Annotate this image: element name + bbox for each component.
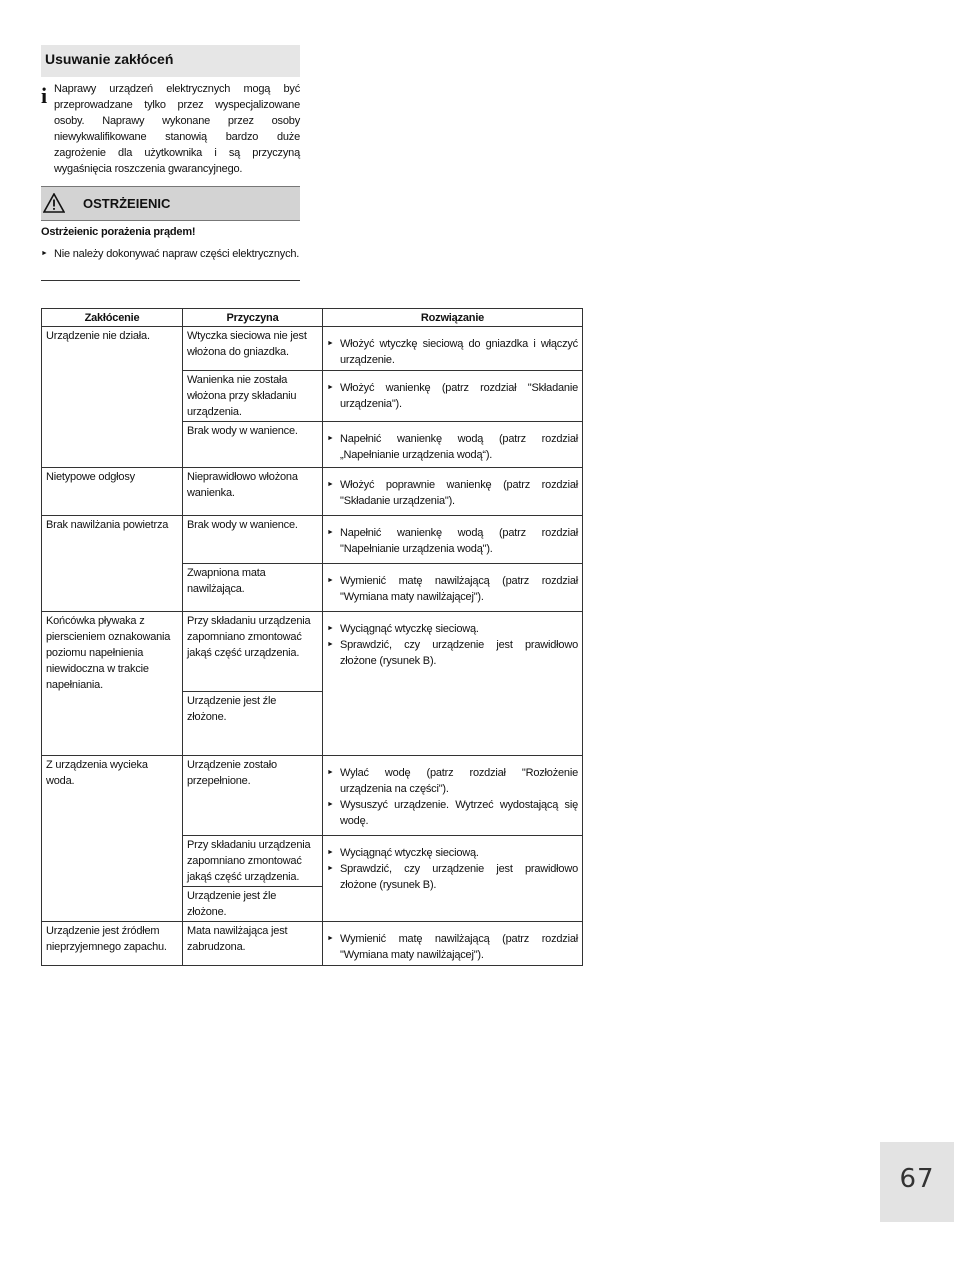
warning-triangle-icon <box>43 193 65 218</box>
bullet-icon: ► <box>327 769 334 776</box>
solution-cell <box>323 922 583 966</box>
cause-cell: Wanienka nie została włożona przy składaniu urządzenia. <box>183 371 323 422</box>
bullet-icon: ► <box>41 250 48 257</box>
bullet-text: Wysuszyć urządzenie. Wytrzeć wydostającą się wodę. <box>340 799 578 827</box>
problem-cell: Nietypowe odgłosy <box>42 468 183 516</box>
page-number-tab <box>880 1142 954 1222</box>
bullet-icon: ► <box>327 641 334 648</box>
bullet-text: Włożyć wtyczkę sieciową do gniazdka i włączyć urządzenie. <box>340 338 578 366</box>
solution-cell <box>323 756 583 836</box>
bullet-item <box>327 573 578 605</box>
bullet-item <box>327 931 578 963</box>
table-row <box>42 516 583 564</box>
problem-cell: Z urządzenia wycieka woda. <box>42 756 183 922</box>
cause-cell: Wtyczka sieciowa nie jest włożona do gniazdka. <box>183 327 323 371</box>
table-row <box>42 468 583 516</box>
cause-cell: Urządzenie jest źle złożone. <box>183 692 323 756</box>
bullet-text: Nie należy dokonywać napraw części elektrycznych. <box>54 248 300 260</box>
bullet-item <box>327 336 578 368</box>
problem-cell: Brak nawilżania powietrza <box>42 516 183 612</box>
bullet-item <box>327 525 578 557</box>
cause-cell: Urządzenie jest źle złożone. <box>183 887 323 922</box>
bullet-item <box>327 477 578 509</box>
bullet-icon: ► <box>327 865 334 872</box>
bullet-icon: ► <box>327 801 334 808</box>
warning-item <box>41 246 300 262</box>
bullet-icon: ► <box>327 849 334 856</box>
bullet-icon: ► <box>327 340 334 347</box>
bullet-text: Włożyć wanienkę (patrz rozdział "Składanie urządzenia"). <box>340 382 578 410</box>
bullet-item <box>327 845 578 861</box>
problem-cell: Urządzenie nie działa. <box>42 327 183 468</box>
problem-cell: Urządzenie jest źródłem nieprzyjemnego zapachu. <box>42 922 183 966</box>
bullet-text: Napełnić wanienkę wodą (patrz rozdział "Napełnianie urządzenia wodą"). <box>340 527 578 555</box>
table-row <box>42 756 583 836</box>
bullet-item <box>327 621 578 637</box>
bullet-text: Sprawdzić, czy urządzenie jest prawidłowo złożone (rysunek B). <box>340 863 578 891</box>
solution-cell <box>323 516 583 564</box>
cause-cell: Nieprawidłowo włożona wanienka. <box>183 468 323 516</box>
warning-subtitle: Ostrżeienic porażenia prądem! <box>41 226 196 238</box>
bullet-text: Włożyć poprawnie wanienkę (patrz rozdział "Składanie urządzenia"). <box>340 479 578 507</box>
cause-cell: Mata nawilżająca jest zabrudzona. <box>183 922 323 966</box>
solution-cell <box>323 612 583 756</box>
warning-title: OSTRŻEIENIC <box>83 196 171 211</box>
info-icon: i <box>41 83 47 108</box>
bullet-text: Wymienić matę nawilżającą (patrz rozdział "Wymiana maty nawilżającej"). <box>340 575 578 603</box>
cause-cell: Zwapniona mata nawilżająca. <box>183 564 323 612</box>
solution-cell <box>323 468 583 516</box>
info-text: Naprawy urządzeń elektrycznych mogą być przeprowadzane tylko przez wyspecjalizowane osoby. Naprawy wykonane przez osoby niewykwalifikowane stanowią bardzo duże zagrożenie dla użytkownika i są przyczyną wygaśnięcia roszczenia gwarancyjnego. <box>54 83 300 175</box>
bullet-text: Wyciągnąć wtyczkę sieciową. <box>340 847 479 859</box>
cause-cell: Przy składaniu urządzenia zapomniano zmontować jakąś część urządzenia. <box>183 836 323 887</box>
table-row <box>42 612 583 692</box>
bullet-item <box>327 380 578 412</box>
bullet-text: Napełnić wanienkę wodą (patrz rozdział „Napełnianie urządzenia wodą“). <box>340 433 578 461</box>
bullet-item <box>327 431 578 463</box>
header-solution: Rozwiązanie <box>323 309 583 327</box>
bullet-icon: ► <box>327 384 334 391</box>
bullet-icon: ► <box>327 481 334 488</box>
bullet-item <box>327 861 578 893</box>
bullet-icon: ► <box>327 935 334 942</box>
bullet-item <box>327 637 578 669</box>
info-note <box>41 81 300 177</box>
header-problem: Zakłócenie <box>42 309 183 327</box>
solution-cell <box>323 836 583 922</box>
bullet-item <box>327 765 578 797</box>
solution-cell <box>323 327 583 371</box>
solution-cell <box>323 371 583 422</box>
table-header-row <box>42 309 583 327</box>
warning-box <box>41 186 300 221</box>
problem-cell: Końcówka pływaka z pierscieniem oznakowania poziomu napełnienia niewidoczna w trakcie napełniania. <box>42 612 183 756</box>
solution-cell <box>323 422 583 468</box>
bullet-text: Wylać wodę (patrz rozdział "Rozłożenie urządzenia na części"). <box>340 767 578 795</box>
section-title: Usuwanie zakłóceń <box>41 45 300 77</box>
bullet-icon: ► <box>327 435 334 442</box>
bullet-icon: ► <box>327 529 334 536</box>
cause-cell: Brak wody w wanience. <box>183 516 323 564</box>
page-number: 67 <box>899 1164 935 1194</box>
header-cause: Przyczyna <box>183 309 323 327</box>
cause-cell: Urządzenie zostało przepełnione. <box>183 756 323 836</box>
bullet-icon: ► <box>327 577 334 584</box>
bullet-text: Sprawdzić, czy urządzenie jest prawidłowo złożone (rysunek B). <box>340 639 578 667</box>
troubleshooting-table <box>41 308 583 966</box>
solution-cell <box>323 564 583 612</box>
bullet-text: Wyciągnąć wtyczkę sieciową. <box>340 623 479 635</box>
bullet-icon: ► <box>327 625 334 632</box>
table-row <box>42 327 583 371</box>
bullet-text: Wymienić matę nawilżającą (patrz rozdział "Wymiana maty nawilżającej"). <box>340 933 578 961</box>
cause-cell: Brak wody w wanience. <box>183 422 323 468</box>
bullet-item <box>327 797 578 829</box>
table-row <box>42 922 583 966</box>
cause-cell: Przy składaniu urządzenia zapomniano zmontować jakąś część urządzenia. <box>183 612 323 692</box>
divider <box>41 280 300 281</box>
